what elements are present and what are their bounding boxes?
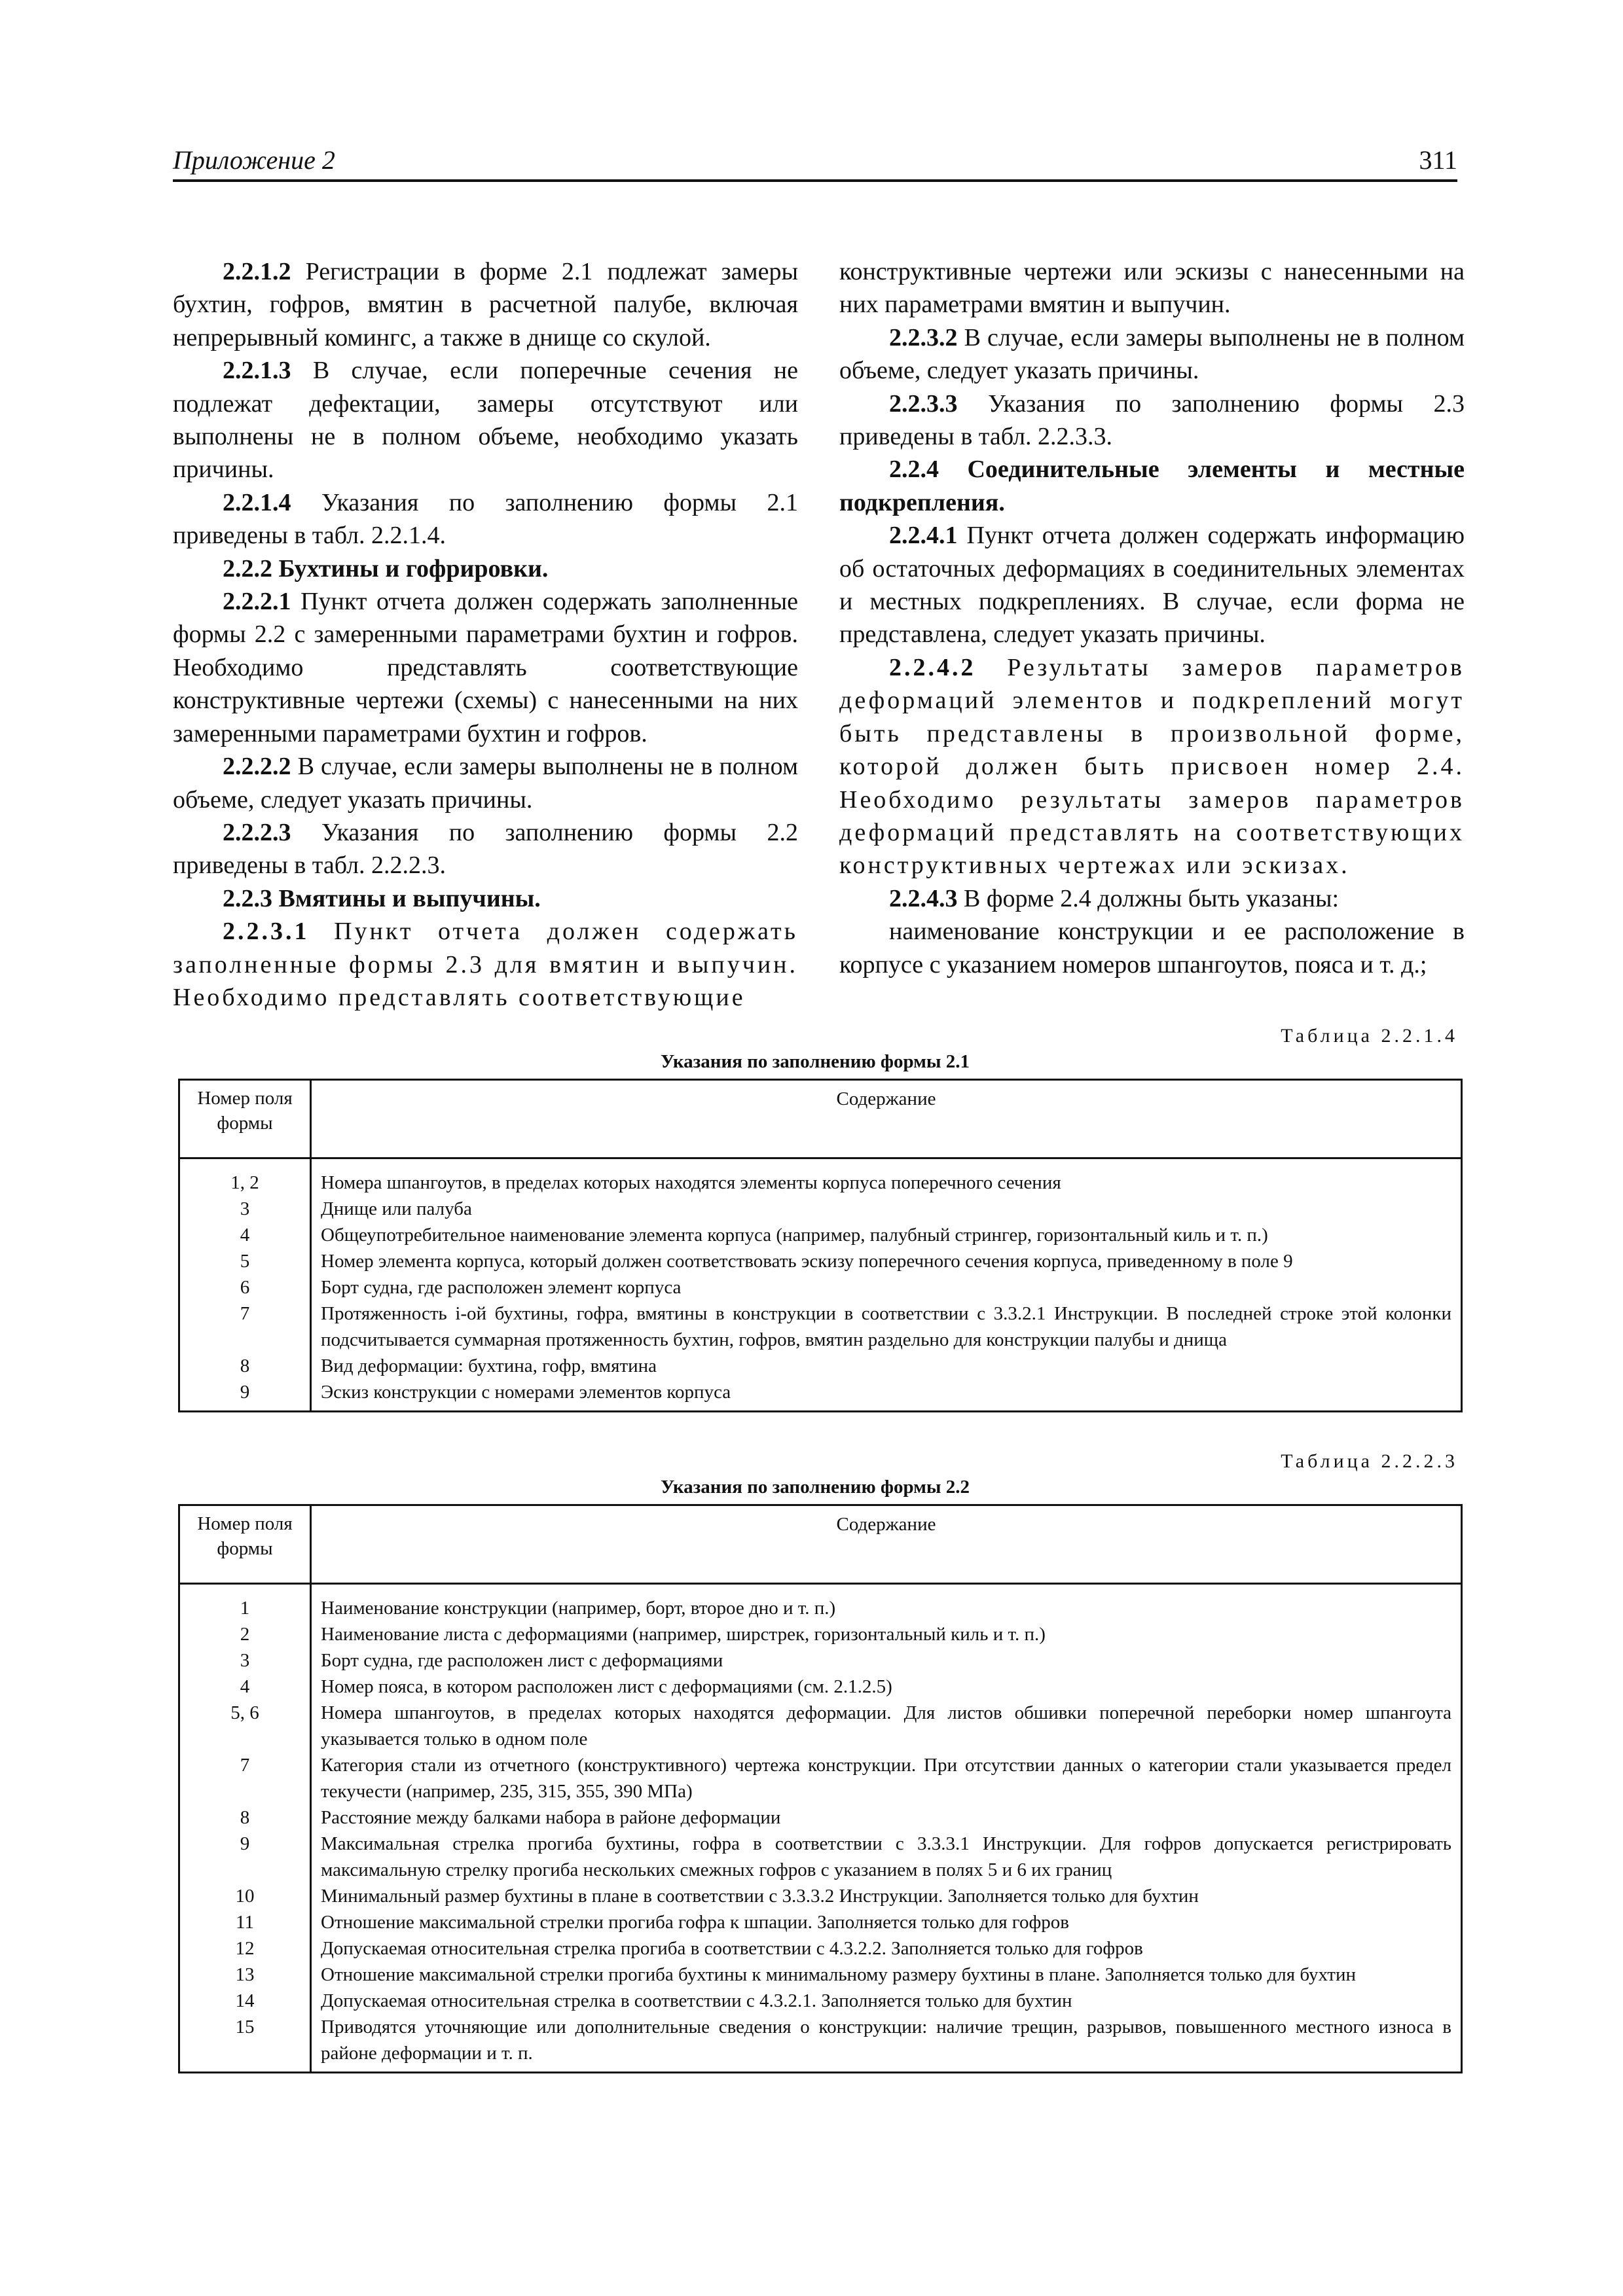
column-header: Содержание (311, 1505, 1462, 1584)
table-row: 4 Общеупотребительное наименование элемента корпуса (например, палубный стрингер, горизонтальный киль и т. п.) (179, 1222, 1462, 1248)
table-row: 10 Минимальный размер бухтины в плане в соответствии с 3.3.3.2 Инструкции. Заполняется только для бухтин (179, 1883, 1462, 1909)
table-form-2-2 (178, 1504, 1463, 2073)
paragraph: конструктивные чертежи или эскизы с нанесенными на них параметрами вмятин и выпучин. (839, 258, 1465, 319)
subheading: 2.2.3 Вмятины и выпучины. (223, 884, 541, 912)
table-row: 2 Наименование листа с деформациями (например, ширстрек, горизонтальный киль и т. п.) (179, 1621, 1462, 1647)
table-row: 15 Приводятся уточняющие или дополнительные сведения о конструкции: наличие трещин, разрывов, повышенного местного износа в районе деформации и т. п. (179, 2014, 1462, 2073)
table-title: Указания по заполнению формы 2.1 (660, 1051, 970, 1072)
table-row: 14 Допускаемая относительная стрелка в соответствии с 4.3.2.1. Заполняется только для бухтин (179, 1988, 1462, 2014)
table-row: 3 Днище или палуба (179, 1196, 1462, 1222)
table-row: 1, 2 Номера шпангоутов, в пределах которых находятся элементы корпуса поперечного сечения (179, 1158, 1462, 1196)
paragraph: 2.2.4.2 Результаты замеров параметров деформаций элементов и подкреплений могут быть представлены в произвольной форме, которой должен быть присвоен номер 2.4. Необходимо результаты замеров параметров деформаций представлять на соответствующих конструктивных чертежах или эскизах. (839, 653, 1465, 880)
paragraph: 2.2.1.2 Регистрации в форме 2.1 подлежат замеры бухтин, гофров, вмятин в расчетной палубе, включая непрерывный комингс, а также в днище со скулой. (173, 258, 798, 351)
table-row: 13 Отношение максимальной стрелки прогиба бухтины к минимальному размеру бухтины в плане. Заполняется только для бухтин (179, 1962, 1462, 1988)
table-row: 11 Отношение максимальной стрелки прогиба гофра к шпации. Заполняется только для гофров (179, 1909, 1462, 1935)
table-row: 8 Расстояние между балками набора в районе деформации (179, 1804, 1462, 1831)
table-row: 1 Наименование конструкции (например, борт, второе дно и т. п.) (179, 1584, 1462, 1622)
page-number: 311 (1419, 145, 1457, 175)
column-header: Номер поля формы (179, 1505, 311, 1584)
paragraph: 2.2.1.3 В случае, если поперечные сечения не подлежат дефектации, замеры отсутствуют или выполнены не в полном объеме, необходимо указать причины. (173, 357, 798, 484)
paragraph: 2.2.3.2 В случае, если замеры выполнены не в полном объеме, следует указать причины. (839, 323, 1465, 385)
table-row: 6 Борт судна, где расположен элемент корпуса (179, 1274, 1462, 1300)
column-header: Номер поля формы (179, 1080, 311, 1158)
right-column (839, 255, 1465, 981)
table-row: 5, 6 Номера шпангоутов, в пределах которых находятся деформации. Для листов обшивки поперечной переборки номер шпангоута указывается только в одном поле (179, 1700, 1462, 1752)
paragraph: 2.2.4.1 Пункт отчета должен содержать информацию об остаточных деформациях в соединительных элементах и местных подкреплениях. В случае, если форма не представлена, следует указать причины. (839, 522, 1465, 649)
section-title: Приложение 2 (173, 145, 335, 175)
subheading: 2.2.4 Соединительные элементы и местные подкрепления. (839, 456, 1465, 516)
table-caption: Таблица 2.2.2.3 (1281, 1450, 1458, 1472)
table-row: 9 Эскиз конструкции с номерами элементов корпуса (179, 1379, 1462, 1412)
table-row: 9 Максимальная стрелка прогиба бухтины, гофра в соответствии с 3.3.3.1 Инструкции. Для гофров допускается регистрировать максимальную стрелку прогиба нескольких смежных гофров с указанием в полях 5 и 6 их границ (179, 1831, 1462, 1883)
paragraph: 2.2.2.1 Пункт отчета должен содержать заполненные формы 2.2 с замеренными параметрами бухтин и гофров. Необходимо представлять соответствующие конструктивные чертежи (схемы) с нанесенными на них замеренными параметрами бухтин и гофров. (173, 588, 798, 747)
table-row: 7 Категория стали из отчетного (конструктивного) чертежа конструкции. При отсутствии данных о категории стали указывается предел текучести (например, 235, 315, 355, 390 МПа) (179, 1752, 1462, 1804)
table-row: 7 Протяженность i-ой бухтины, гофра, вмятины в конструкции в соответствии с 3.3.2.1 Инструкции. В последней строке этой колонки подсчитывается суммарная протяженность бухтин, гофров, вмятин раздельно для конструкции палубы и днища (179, 1300, 1462, 1353)
paragraph: 2.2.3.1 Пункт отчета должен содержать заполненные формы 2.3 для вмятин и выпучин. Необходимо представлять соответствующие (173, 918, 798, 1011)
table-title: Указания по заполнению формы 2.2 (660, 1477, 970, 1498)
paragraph: 2.2.3.3 Указания по заполнению формы 2.3 приведены в табл. 2.2.3.3. (839, 389, 1465, 451)
table-row: 3 Борт судна, где расположен лист с деформациями (179, 1647, 1462, 1674)
page-header (173, 147, 1457, 182)
table-row: 8 Вид деформации: бухтина, гофр, вмятина (179, 1353, 1462, 1379)
table-row: 4 Номер пояса, в котором расположен лист с деформациями (см. 2.1.2.5) (179, 1674, 1462, 1700)
paragraph: 2.2.4.3 В форме 2.4 должны быть указаны: (889, 884, 1340, 912)
left-column (173, 255, 798, 1014)
table-row: 12 Допускаемая относительная стрелка прогиба в соответствии с 4.3.2.2. Заполняется только для гофров (179, 1935, 1462, 1962)
paragraph: наименование конструкции и ее расположение в корпусе с указанием номеров шпангоутов, пояса и т. д.; (839, 918, 1465, 978)
column-header: Содержание (311, 1080, 1462, 1158)
table-row: 5 Номер элемента корпуса, который должен соответствовать эскизу поперечного сечения корпуса, приведенному в поле 9 (179, 1248, 1462, 1274)
paragraph: 2.2.1.4 Указания по заполнению формы 2.1 приведены в табл. 2.2.1.4. (173, 488, 798, 550)
paragraph: 2.2.2.2 В случае, если замеры выполнены не в полном объеме, следует указать причины. (173, 753, 798, 814)
subheading: 2.2.2 Бухтины и гофрировки. (223, 554, 549, 583)
table-form-2-1 (178, 1079, 1463, 1412)
paragraph: 2.2.2.3 Указания по заполнению формы 2.2 приведены в табл. 2.2.2.3. (173, 818, 798, 880)
table-caption: Таблица 2.2.1.4 (1281, 1025, 1458, 1047)
